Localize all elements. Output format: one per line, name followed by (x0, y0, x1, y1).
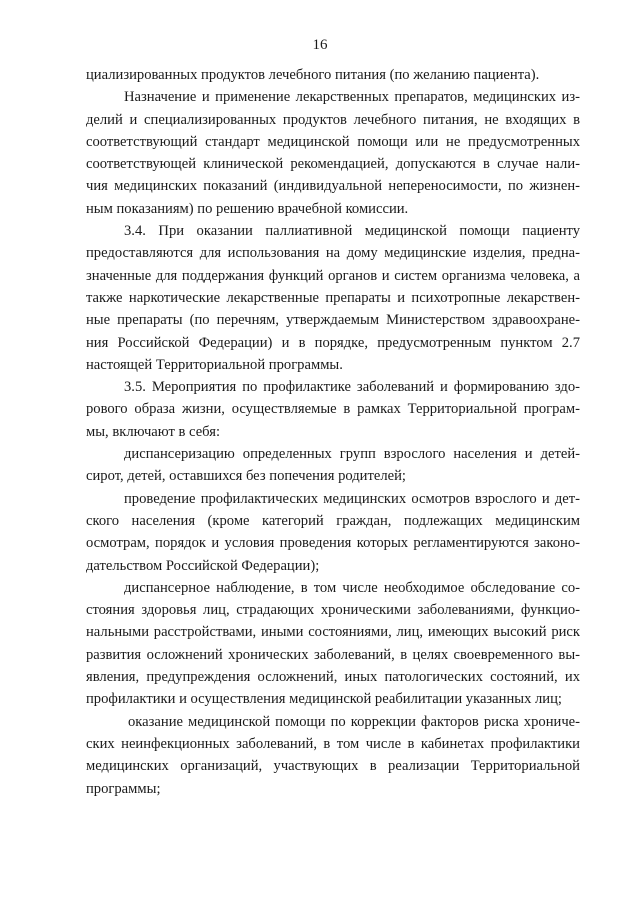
text-line: развития осложнений хронических заболеваний, в целях своевременного вы- (86, 646, 580, 663)
text-line: диспансеризацию определенных групп взрослого населения и детей- (124, 446, 580, 463)
text-line: профилактики и осуществления медицинской реабилитации указанных лиц; (86, 691, 562, 708)
text-line: ния Российской Федерации) и в порядке, предусмотренным пунктом 2.7 (86, 334, 580, 351)
text-line: программы; (86, 780, 161, 797)
text-line: 3.4. При оказании паллиативной медицинской помощи пациенту (124, 223, 580, 240)
text-line: нальными расстройствами, иными состояниями, лиц, имеющих высокий риск (86, 624, 580, 641)
text-line: предоставляются для использования на дому медицинские изделия, предна- (86, 245, 580, 262)
text-line: значенные для поддержания функций органов и систем организма человека, а (86, 267, 580, 284)
text-line: делий и специализированных продуктов лечебного питания, не входящих в (86, 111, 580, 128)
page-number: 16 (312, 37, 328, 53)
document-body (86, 64, 580, 800)
text-line: мы, включают в себя: (86, 423, 221, 440)
text-line: соответствующей клинической рекомендацией, допускаются в случае нали- (86, 156, 580, 173)
text-line: медицинских организаций, участвующих в реализации Территориальной (86, 758, 580, 775)
text-line: ные препараты (по перечням, утверждаемым Министерством здравоохране- (86, 312, 580, 329)
text-line: диспансерное наблюдение, в том числе необходимое обследование со- (124, 579, 580, 596)
text-line: чия медицинских показаний (индивидуальной непереносимости, по жизнен- (86, 178, 580, 195)
text-line: рового образа жизни, осуществляемые в рамках Территориальной програм- (86, 401, 580, 418)
text-line: ского населения (кроме категорий граждан, подлежащих медицинским (86, 512, 580, 529)
text-line: проведение профилактических медицинских осмотров взрослого и дет- (124, 490, 580, 507)
text-line: явления, предупреждения осложнений, иных патологических состояний, их (86, 669, 580, 686)
text-line: стояния здоровья лиц, страдающих хроническими заболеваниями, функцио- (86, 602, 580, 619)
text-line: ских неинфекционных заболеваний, в том числе в кабинетах профилактики (86, 735, 580, 752)
text-line: циализированных продуктов лечебного питания (по желанию пациента). (86, 67, 540, 83)
text-line: осмотрам, порядок и условия проведения которых регламентируются законо- (86, 535, 580, 552)
text-line: 3.5. Мероприятия по профилактике заболеваний и формированию здо- (124, 379, 580, 396)
text-line: настоящей Территориальной программы. (86, 356, 343, 373)
text-line: также наркотические лекарственные препараты и психотропные лекарствен- (86, 289, 580, 306)
text-line: ным показаниям) по решению врачебной комиссии. (86, 200, 409, 217)
text-line: сирот, детей, оставшихся без попечения родителей; (86, 468, 406, 485)
text-line: дательством Российской Федерации); (86, 557, 320, 574)
text-line: Назначение и применение лекарственных препаратов, медицинских из- (124, 89, 580, 106)
text-line: соответствующий стандарт медицинской помощи или не предусмотренных (86, 133, 580, 150)
text-line: оказание медицинской помощи по коррекции факторов риска хрониче- (128, 713, 580, 730)
